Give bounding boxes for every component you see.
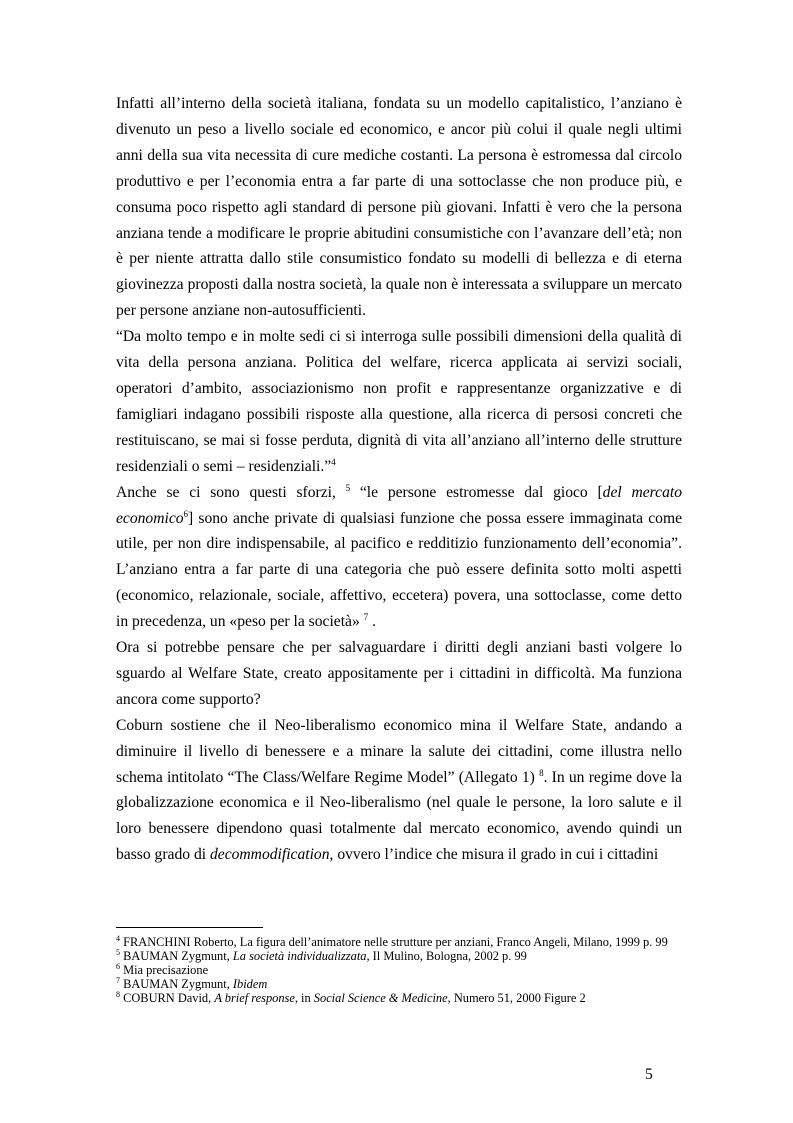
- paragraph-2-quote: [116, 324, 682, 479]
- footnote-5-text-b: , Il Mulino, Bologna, 2002 p. 99: [366, 949, 527, 964]
- footnote-8-number: 8: [116, 990, 120, 1000]
- paragraph-4: [116, 635, 682, 713]
- footnote-ref-8[interactable]: 8: [539, 767, 544, 778]
- footnotes: [116, 935, 696, 1005]
- paragraph-5-text-c: , ovvero l’indice che misura il grado in cui i cittadini: [329, 846, 659, 864]
- footnote-8-title: A brief response: [214, 991, 295, 1006]
- footnote-8-text-a: COBURN David,: [120, 991, 215, 1006]
- footnote-8: [116, 991, 696, 1005]
- footnote-8-text-c: , Numero 51, 2000 Figure 2: [447, 991, 586, 1006]
- footnote-ref-6[interactable]: 6: [183, 508, 189, 519]
- paragraph-3: [116, 480, 682, 635]
- footnote-5: [116, 949, 696, 963]
- paragraph-1-text: Infatti all’interno della società italiana, fondata su un modello capitalistico, l’anziano è divenuto un peso a livello sociale ed economico, e ancor più colui il quale negli ultimi anni della sua vita necessita di cure mediche costanti. La persona è estromessa dal circolo produttivo e per l’economia entra a far parte di una sottoclasse che non produce più, e consuma poco rispetto agli standard di persone più giovani. Infatti è vero che la persona anziana tende a modificare le proprie abitudini consumistiche con l’avanzare dell’età; non è per niente attratta dallo stile consumistico fondato su modelli di bellezza e di eterna giovinezza proposti dalla nostra società, la quale non è interessata a sviluppare un mercato per persone anziane non-autosufficienti.: [116, 95, 682, 320]
- paragraph-3-italic: del mercato economico: [116, 483, 683, 527]
- paragraph-4-text: Ora si potrebbe pensare che per salvaguardare i diritti degli anziani basti volgere lo sguardo al Welfare State, creato appositamente per i cittadini in difficoltà. Ma funziona ancora come supporto?: [116, 639, 682, 708]
- paragraph-5-text-a: Coburn sostiene che il Neo-liberalismo economico mina il Welfare State, andando a diminuire il livello di benessere e a minare la salute dei cittadini, come illustra nello schema intitolato “The Class/Welfare Regime Model” (Allegato 1): [116, 716, 682, 786]
- paragraph-2-text: “Da molto tempo e in molte sedi ci si interroga sulle possibili dimensioni della qualità di vita della persona anziana. Politica del welfare, ricerca applicata ai servizi sociali, operatori d’ambito, associazionismo non profit e rappresentanze organizzative e di famigliari indagano possibili risposte alla questione, alla ricerca di persosi concreti che restituiscano, se mai si fosse perduta, dignità di vita all’anziano all’interno delle strutture residenziali o semi – residenziali.”: [116, 328, 682, 475]
- footnote-8-text-b: , in: [294, 991, 314, 1006]
- body-text: [116, 91, 682, 868]
- footnote-7-text-a: BAUMAN Zygmunt,: [120, 977, 233, 992]
- footnote-ref-4[interactable]: 4: [331, 456, 336, 467]
- footnote-5-number: 5: [116, 947, 120, 957]
- footnote-5-text-a: BAUMAN Zygmunt,: [120, 949, 233, 964]
- footnote-6: [116, 963, 696, 977]
- paragraph-3-text-a: Anche se ci sono questi sforzi,: [116, 483, 346, 501]
- footnote-separator: [116, 927, 263, 928]
- footnote-6-number: 6: [116, 962, 120, 972]
- footnote-7-number: 7: [116, 976, 120, 986]
- paragraph-1: [116, 91, 682, 324]
- paragraph-3-text-b: “le persone estromesse dal gioco [: [350, 483, 603, 501]
- paragraph-3-text-d: .: [368, 613, 376, 631]
- footnote-8-journal: Social Science & Medicine: [313, 991, 448, 1006]
- paragraph-5-text-b: . In un regime dove la globalizzazione economica e il Neo-liberalismo (nel quale le persone, la loro salute e il loro benessere dipendono quasi totalmente dal mercato economico, avendo quindi un basso grado di: [116, 768, 682, 864]
- footnote-4-text: FRANCHINI Roberto, La figura dell’animatore nelle strutture per anziani, Franco Angeli, Milano, 1999 p. 99: [120, 935, 668, 949]
- footnote-4-number: 4: [116, 933, 120, 943]
- paragraph-5-italic: decommodification: [209, 846, 330, 864]
- footnote-6-text: Mia precisazione: [120, 963, 209, 978]
- footnote-5-title: La società individualizzata: [232, 949, 367, 964]
- paragraph-5: [116, 713, 682, 868]
- footnote-4: [116, 935, 696, 949]
- footnote-7: [116, 977, 696, 991]
- footnote-ref-5[interactable]: 5: [345, 482, 351, 493]
- footnote-7-ibidem: Ibidem: [232, 977, 268, 992]
- page-number: 5: [645, 1066, 653, 1083]
- paragraph-3-text-c: ] sono anche private di qualsiasi funzione che possa essere immaginata come utile, per non dire indispensabile, al pacifico e redditizio funzionamento dell’economia”. L’anziano entra a far parte di una categoria che può essere definita sotto molti aspetti (economico, relazionale, sociale, affettivo, eccetera) povera, una sottoclasse, come detto in precedenza, un «peso per la società»: [116, 509, 682, 631]
- footnote-ref-7[interactable]: 7: [363, 611, 369, 622]
